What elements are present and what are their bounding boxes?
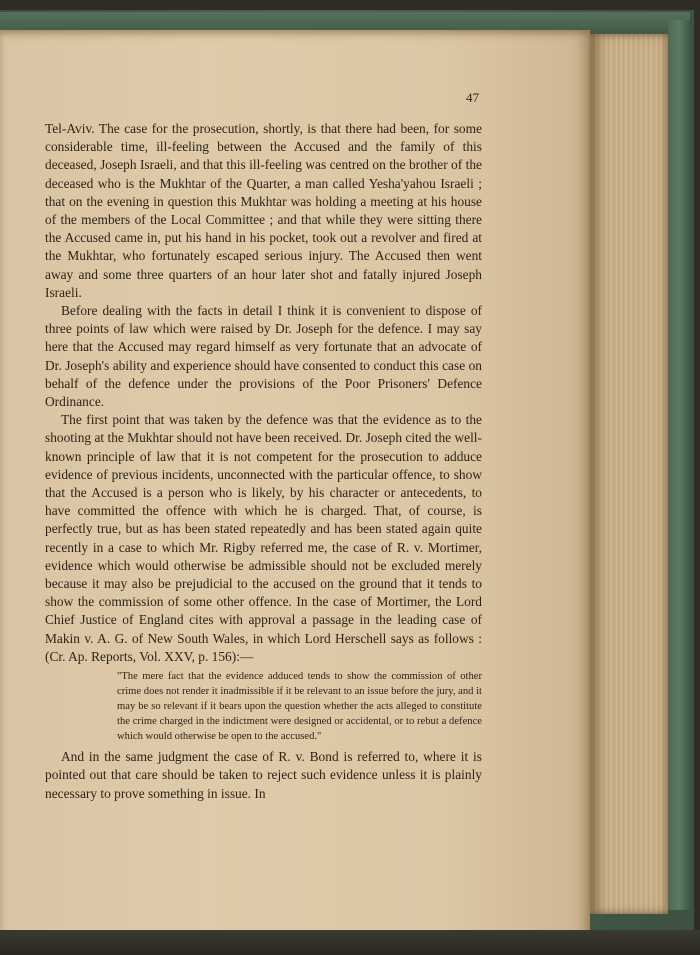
- paragraph-3: The first point that was taken by the defence was that the evidence as to the shooting at the Mukhtar should not have been received. Dr. Joseph cited the well-known principle of law that it is not competent for the prosecution to adduce evidence of previous incidents, unconnected with the particular offence, to show that the Accused is a person who is likely, by his character or antecedents, to have committed the offence with which he is charged. That, of course, is perfectly true, but as has been stated repeatedly and has been stated again quite recently in a case to which Mr. Rigby referred me, the case of R. v. Mortimer, evidence which would otherwise be admissible should not be excluded merely because it may also be prejudicial to the accused on the ground that it tends to show the commission of some other offence. In the case of Mortimer, the Lord Chief Justice of England cites with approval a passage in the leading case of Makin v. A. G. of New South Wales, in which Lord Herschell says as follows : (Cr. Ap. Reports, Vol. XXV, p. 156):—: [45, 412, 482, 664]
- paragraph-2: Before dealing with the facts in detail I think it is convenient to dispose of three points of law which were raised by Dr. Joseph for the defence. I may say here that the Accused may regard himself as very fortunate that an advocate of Dr. Joseph's ability and experience should have consented to conduct this case on behalf of the defence under the provisions of the Poor Prisoners' Defence Ordinance.: [45, 303, 482, 410]
- paragraph-4: And in the same judgment the case of R. v. Bond is referred to, where it is pointed out that care should be taken to reject such evidence unless it is plainly necessary to prove something in issue. In: [45, 749, 482, 801]
- bottom-shadow: [0, 930, 700, 955]
- page-body-text: [45, 120, 482, 803]
- block-quote-text: "The mere fact that the evidence adduced tends to show the commission of other crime does not render it inadmissible if it be relevant to an issue before the jury, and it may be so relevant if it bears upon the question whether the acts alleged to constitute the crime charged in the indictment were designed or accidental, or to rebut a defence which would otherwise be open to the accused.": [117, 671, 482, 743]
- block-quote: [117, 669, 482, 744]
- paragraph-1: Tel-Aviv. The case for the prosecution, shortly, is that there had been, for some considerable time, ill-feeling between the Accused and the family of this deceased, Joseph Israeli, and that this ill-feeling was centred on the brother of the deceased who is the Mukhtar of the Quarter, a man called Yesha'yahou Israeli ; that on the evening in question this Mukhtar was holding a meeting at his house of the members of the Local Committee ; and that while they were sitting there the Accused came in, put his hand in his pocket, took out a revolver and fired at the Mukhtar, who fortunately escaped serious injury. The Accused then went away and some three quarters of an hour later shot and fatally injured Joseph Israeli.: [45, 121, 482, 300]
- book-spine: [668, 20, 690, 910]
- page-stack-edges: [590, 34, 668, 914]
- page-number: 47: [466, 90, 479, 105]
